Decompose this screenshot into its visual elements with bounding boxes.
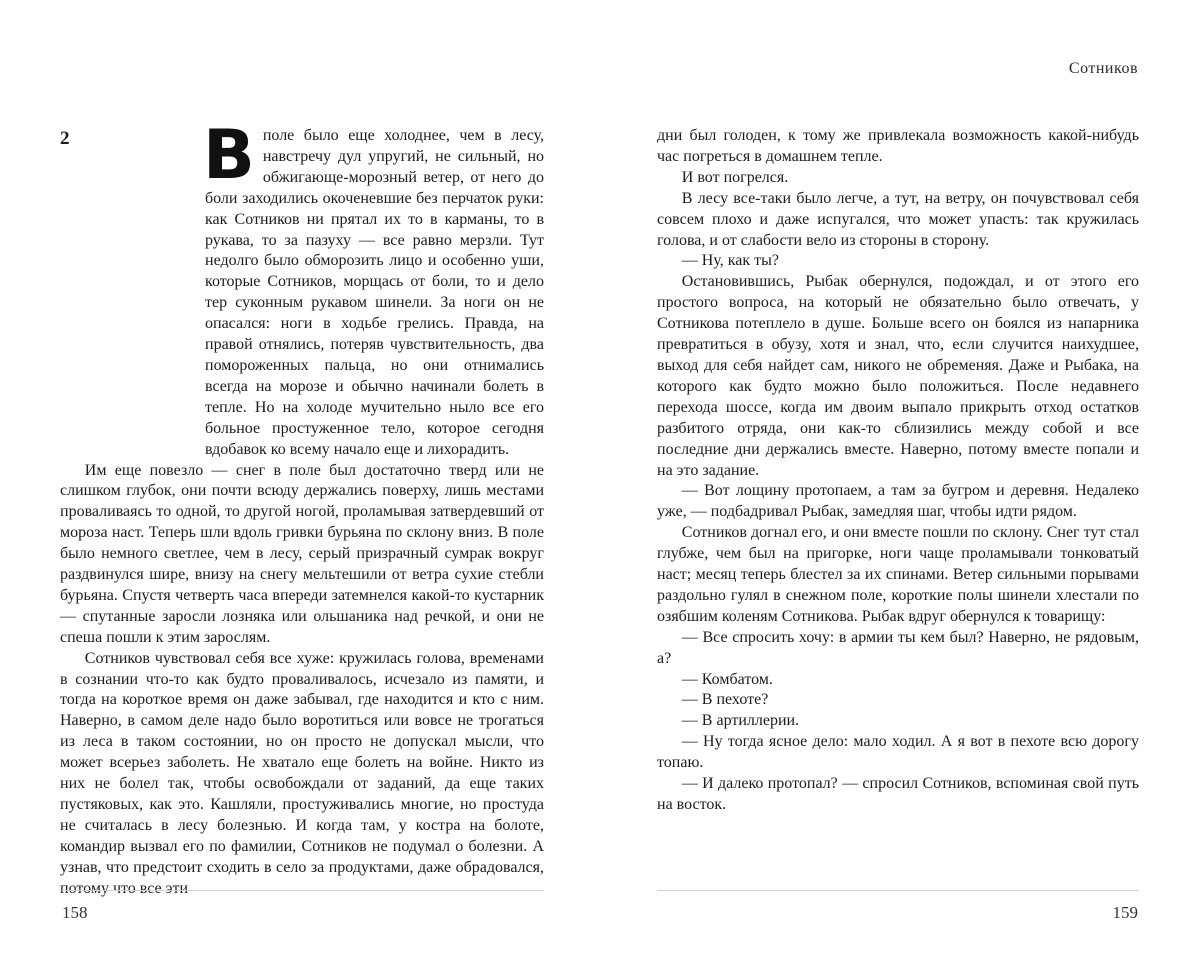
first-paragraph-text: поле было еще холоднее, чем в лесу, навстречу дул упругий, не сильный, но обжигающе-морозный ветер, от него до боли заходились окоченевшие без перчаток руки: как Сотников ни прятал их то в карманы, то в рукава, то за пазуху — все равно мерзли. Тут недолго было обморозить лицо и особенно уши, которые Сотников, морщась от боли, то и дело тер суконным рукавом шинели. За ноги он не опасался: ноги в ходьбе грелись. Правда, на правой отнялись, потеряв чувствительность, два помороженных пальца, но они отнимались всегда на морозе и обычно начинали болеть в тепле. Но на холоде мучительно ныло все его больное простуженное тело, которое сегодня вдобавок ко всему начало еще и лихорадить. — [205, 127, 544, 458]
first-paragraph-block — [203, 116, 544, 461]
paragraph: Сотников чувствовал себя все хуже: кружилась голова, временами в сознании что-то как будто проваливалось, исчезало из памяти, и тогда на короткое время он даже забывал, где находится и кто с ним. Наверно, в самом деле надо было воротиться или вовсе не трогаться из леса в таком состоянии, но он просто не допускал мысли, что может всерьез заболеть. Не хватало еще болеть на войне. Никто из них не болел так, чтобы освобождали от заданий, да еще таких пустяковых, как это. Кашляли, простуживались многие, но простуда не считалась в лесу болезнью. И когда там, у костра на болоте, командир вызвал его по фамилии, Сотников не подумал о болезни. А узнав, что предстоит сходить в село за продуктами, даже обрадовался, потому что все эти — [60, 649, 544, 897]
dialogue-line: — Комбатом. — [681, 670, 773, 688]
dialogue-line: — И далеко протопал? — спросил Сотников, вспоминая свой путь на восток. — [657, 775, 1139, 813]
continuation-paragraph: дни был голоден, к тому же привлекала возможность какой-нибудь час погреться в домашнем тепле. — [657, 127, 1139, 165]
paragraph: В лесу все-таки было легче, а тут, на ветру, он почувствовал себя совсем плохо и даже испугался, что может упасть: так кружилась голова, и от слабости вело из стороны в сторону. — [657, 189, 1139, 249]
paragraph: Им еще повезло — снег в поле был достаточно тверд или не слишком глубок, они почти всюду держались поверху, лишь местами проваливаясь то одной, то другой ногой, проламывая затвердевший от мороза наст. Теперь шли вдоль гривки бурьяна по склону вниз. В поле было немного светлее, чем в лесу, серый призрачный сумрак вокруг раздвинулся шире, внизу на снегу мельтешили от ветра сухие стебли бурьяна. Спустя четверть часа впереди затемнелся какой-то кустарник — спутанные заросли лозняка или ольшаника над речкой, и они не спеша пошли к этим зарослям. — [60, 461, 544, 646]
right-page-text — [657, 126, 1139, 816]
dialogue-line: — В пехоте? — [681, 691, 769, 709]
dialogue-line: — Все спросить хочу: в армии ты кем был? Наверно, не рядовым, а? — [657, 628, 1139, 667]
paragraph: Остановившись, Рыбак обернулся, подождал, и от этого его простого вопроса, на который не обязательно было отвечать, у Сотникова потеплело в душе. Больше всего он боялся из напарника превратиться в обузу, хотя и знал, что, если случится наихудшее, выход для себя найдет сам, никого не обременяя. Даже и Рыбака, на которого как будто можно было положиться. После недавнего перехода шоссе, когда им двоим выпало прикрыть отход остатков разбитого отряда, они как-то сблизились между собой и все последние дни держались вместе. Наверно, потому вместе попали и на это задание. — [657, 273, 1139, 479]
paragraph: Сотников догнал его, и они вместе пошли по склону. Снег тут стал глубже, чем был на пригорке, ноги чаще проламывали тонковатый наст; месяц теперь блестел за их спинами. Ветер сильными порывами раздольно гулял в снежном поле, короткие полы шинели хлестали по озябшим коленям Сотникова. Рыбак вдруг обернулся к товарищу: — [657, 524, 1139, 625]
footer-rule-left — [62, 890, 544, 891]
page-number-left: 158 — [62, 903, 88, 922]
dialogue-line: — Ну, как ты? — [681, 252, 779, 270]
left-page-text — [60, 116, 544, 900]
paragraph: И вот погрелся. — [681, 168, 789, 186]
first-paragraph — [203, 116, 544, 461]
dialogue-line: — В артиллерии. — [681, 712, 800, 730]
drop-cap: В — [203, 116, 255, 195]
dialogue-line: — Вот лощину протопаем, а там за бугром и деревня. Недалеко уже, — подбадривал Рыбак, замедляя шаг, чтобы идти рядом. — [657, 482, 1139, 521]
dialogue-line: — Ну тогда ясное дело: мало ходил. А я вот в пехоте всю дорогу топаю. — [657, 733, 1139, 772]
running-head: Сотников — [1068, 60, 1138, 77]
page-number-right: 159 — [1112, 903, 1138, 922]
chapter-number: 2 — [60, 128, 70, 149]
footer-rule-right — [657, 890, 1139, 891]
